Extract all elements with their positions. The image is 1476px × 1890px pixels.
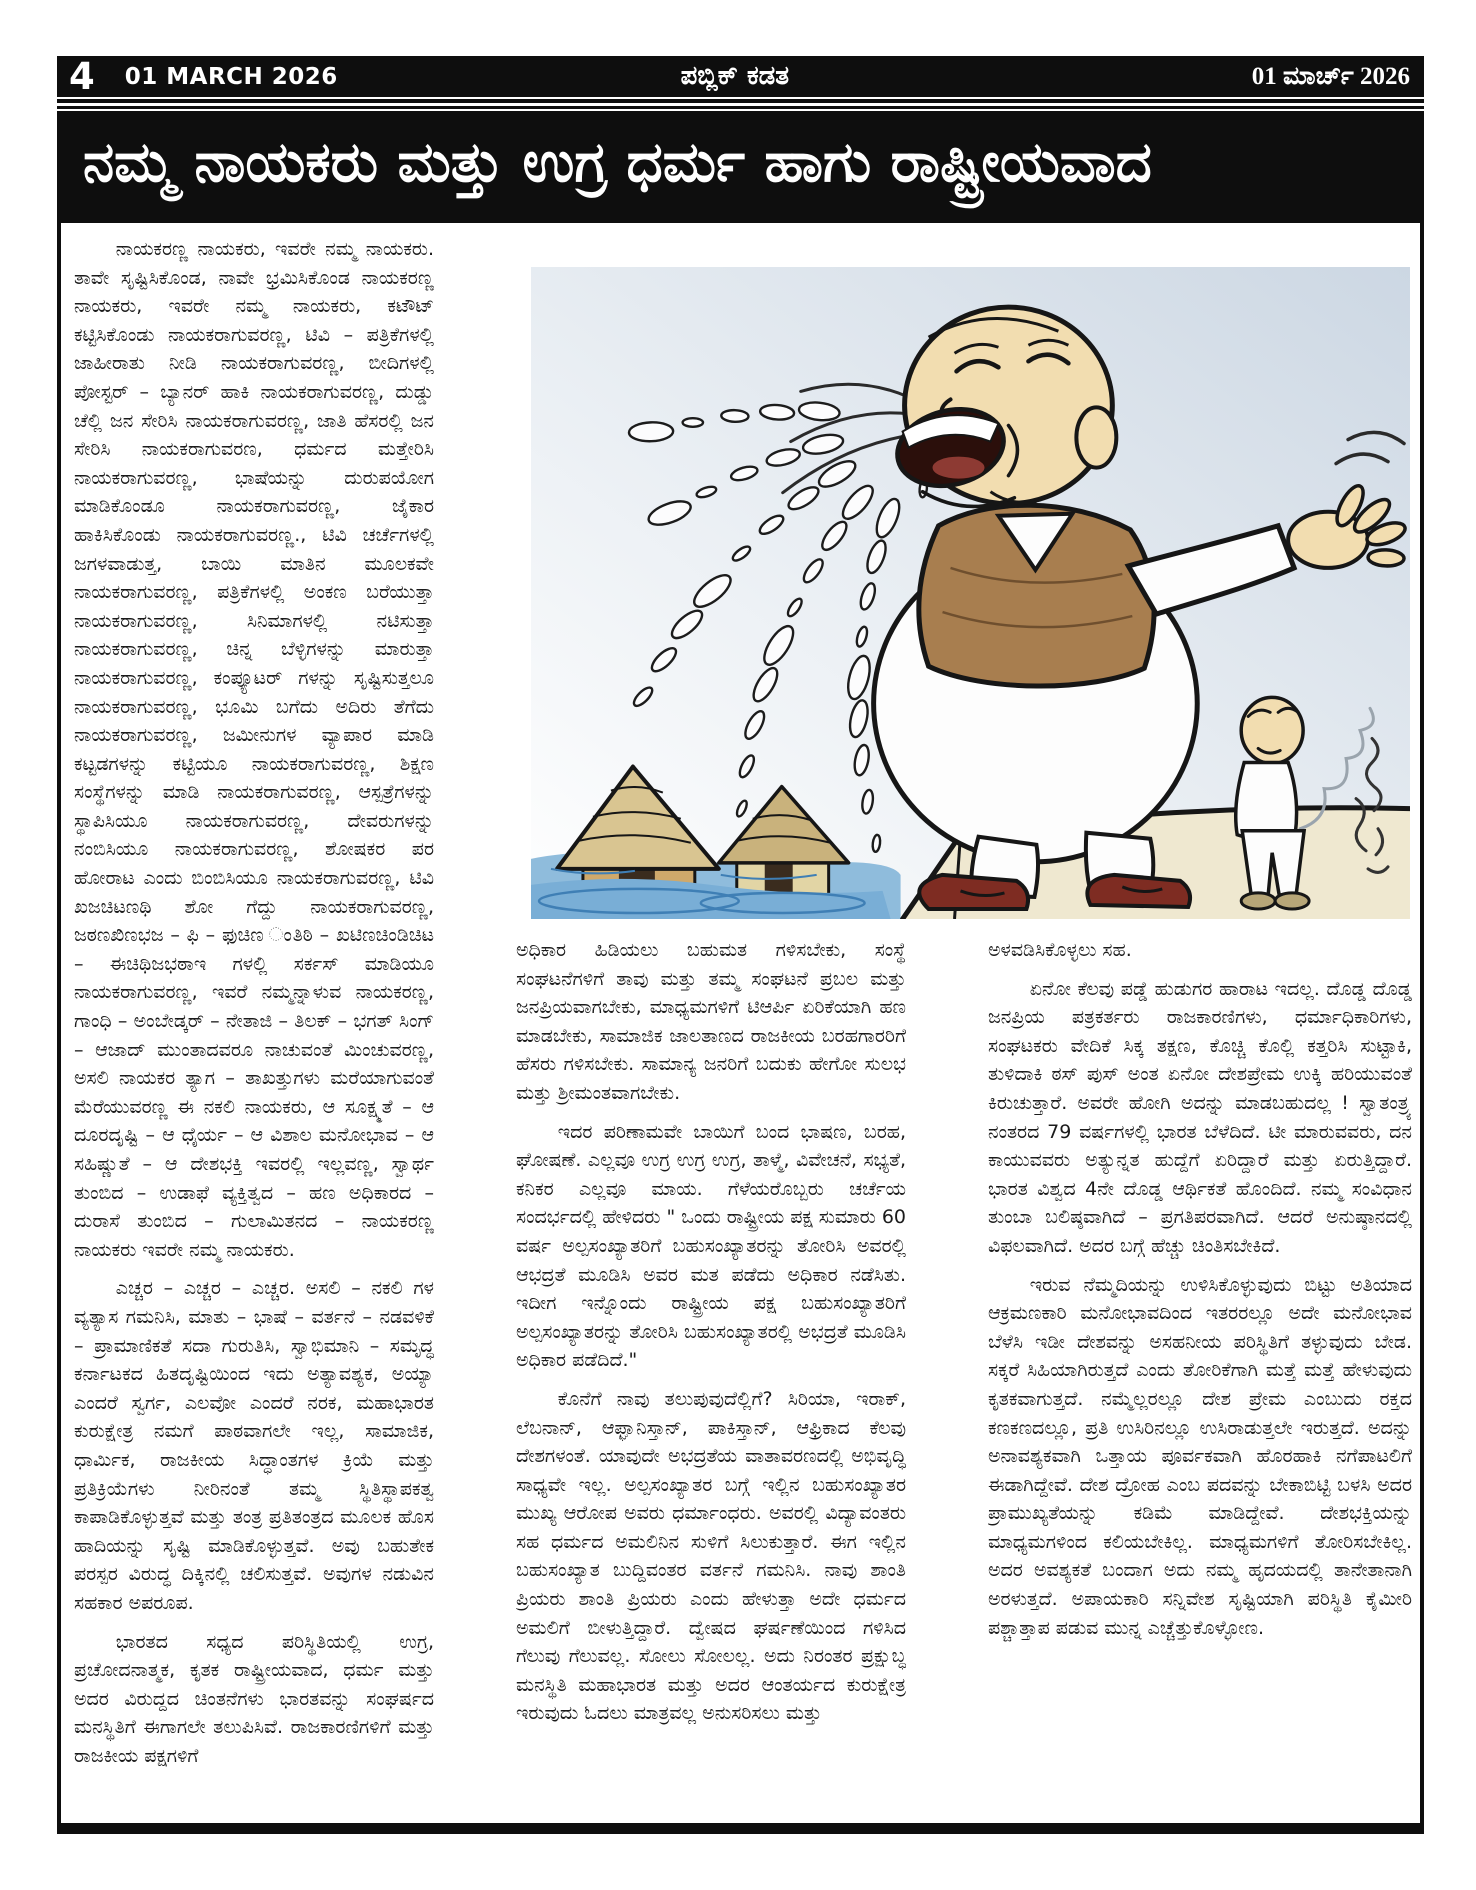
article-paragraph: ಅಳವಡಿಸಿಕೊಳ್ಳಲು ಸಹ. bbox=[988, 939, 1132, 961]
header-rule-bottom bbox=[57, 106, 1424, 109]
article-paragraph: ಅಧಿಕಾರ ಹಿಡಿಯಲು ಬಹುಮತ ಗಳಿಸಬೇಕು, ಸಂಸ್ಥೆ ಸಂಘಟನೆಗಳಿಗೆ ತಾವು ಮತ್ತು ತಮ್ಮ ಸಂಘಟನೆ ಪ್ರಬಲ ಮತ್ತು ಜನಪ್ರಿಯವಾಗಬೇಕು, ಮಾಧ್ಯಮಗಳಿಗೆ ಟಿಆರ್ಪಿ ಏರಿಕೆಯಾಗಿ ಹಣ ಮಾಡಬೇಕು, ಸಾಮಾಜಿಕ ಜಾಲತಾಣದ ರಾಜಕೀಯ ಬರಹಗಾರರಿಗೆ ಹೆಸರು ಗಳಿಸಬೇಕು. ಸಾಮಾನ್ಯ ಜನರಿಗೆ ಬದುಕು ಹೇಗೋ ಸುಲಭ ಮತ್ತು ಶ್ರೀಮಂತವಾಗಬೇಕು. bbox=[516, 939, 906, 1104]
cartoon-illustration bbox=[531, 267, 1410, 919]
spray-droplet bbox=[683, 418, 703, 427]
headline-banner bbox=[57, 111, 1424, 223]
article-frame-bottom-border bbox=[57, 1823, 1424, 1834]
page-number: 4 bbox=[69, 55, 95, 98]
header-date-right: 01 ಮಾರ್ಚ್ 2026 bbox=[1251, 62, 1410, 90]
article-paragraph: ಇದರ ಪರಿಣಾಮವೇ ಬಾಯಿಗೆ ಬಂದ ಭಾಷಣ, ಬರಹ, ಘೋಷಣೆ. ಎಲ್ಲವೂ ಉಗ್ರ ಉಗ್ರ ಉಗ್ರ, ತಾಳ್ಮೆ, ವಿವೇಚನೆ, ಸಭ್ಯತೆ, ಕನಿಕರ ಎಲ್ಲವೂ ಮಾಯ. ಗೆಳೆಯರೊಬ್ಬರು ಚರ್ಚೆಯ ಸಂದರ್ಭದಲ್ಲಿ ಹೇಳಿದರು " ಒಂದು ರಾಷ್ಟ್ರೀಯ ಪಕ್ಷ ಸುಮಾರು 60 ವರ್ಷ ಅಲ್ಪಸಂಖ್ಯಾತರಿಗೆ ಬಹುಸಂಖ್ಯಾತರನ್ನು ತೋರಿಸಿ ಅವರಲ್ಲಿ ಆಭದ್ರತೆ ಮೂಡಿಸಿ ಅವರ ಮತ ಪಡೆದು ಅಧಿಕಾರ ನಡೆಸಿತು. ಇದೀಗ ಇನ್ನೊಂದು ರಾಷ್ಟ್ರೀಯ ಪಕ್ಷ ಬಹುಸಂಖ್ಯಾತರಿಗೆ ಅಲ್ಪಸಂಖ್ಯಾತರನ್ನು ತೋರಿಸಿ ಬಹುಸಂಖ್ಯಾತರಲ್ಲಿ ಅಭದ್ರತೆ ಮೂಡಿಸಿ ಅಧಿಕಾರ ಪಡೆದಿದೆ." bbox=[516, 1120, 906, 1372]
article-column-3 bbox=[988, 936, 1412, 1816]
article-paragraph: ಎಚ್ಚರ – ಎಚ್ಚರ – ಎಚ್ಚರ. ಅಸಲಿ – ನಕಲಿ ಗಳ ವ್ಯತ್ಯಾಸ ಗಮನಿಸಿ, ಮಾತು – ಭಾಷೆ – ವರ್ತನೆ – ನಡವಳಿಕೆ – ಪ್ರಾಮಾಣಿಕತೆ ಸದಾ ಗುರುತಿಸಿ, ಸ್ವಾಭಿಮಾನಿ – ಸಮೃದ್ಧ ಕರ್ನಾಟಕದ ಹಿತದೃಷ್ಟಿಯಿಂದ ಇದು ಅತ್ಯಾವಶ್ಯಕ, ಅಯ್ಯಾ ಎಂದರೆ ಸ್ವರ್ಗ, ಎಲವೋ ಎಂದರೆ ನರಕ, ಮಹಾಭಾರತ ಕುರುಕ್ಷೇತ್ರ ನಮಗೆ ಪಾಠವಾಗಲೇ ಇಲ್ಲ, ಸಾಮಾಜಿಕ, ಧಾರ್ಮಿಕ, ರಾಜಕೀಯ ಸಿದ್ಧಾಂತಗಳ ಕ್ರಿಯೆ ಮತ್ತು ಪ್ರತಿಕ್ರಿಯೆಗಳು ನೀರಿನಂತೆ ತಮ್ಮ ಸ್ಥಿತಿಸ್ಥಾಪಕತ್ವ ಕಾಪಾಡಿಕೊಳ್ಳುತ್ತವೆ ಮತ್ತು ತಂತ್ರ ಪ್ರತಿತಂತ್ರದ ಮೂಲಕ ಹೊಸ ಹಾದಿಯನ್ನು ಸೃಷ್ಟಿ ಮಾಡಿಕೊಳ್ಳುತ್ತವೆ. ಅವು ಬಹುತೇಕ ಪರಸ್ಪರ ವಿರುದ್ಧ ದಿಕ್ಕಿನಲ್ಲಿ ಚಲಿಸುತ್ತವೆ. ಅವುಗಳ ನಡುವಿನ ಸಹಕಾರ ಅಪರೂಪ. bbox=[74, 1277, 434, 1614]
article-frame-left-border bbox=[57, 223, 61, 1823]
header-rule-top bbox=[57, 99, 1424, 103]
spray-droplet bbox=[629, 422, 674, 442]
article-paragraph: ಕೊನೆಗೆ ನಾವು ತಲುಪುವುದೆಲ್ಲಿಗೆ? ಸಿರಿಯಾ, ಇರಾಕ್, ಲೆಬನಾನ್, ಆಫ್ಘಾನಿಸ್ತಾನ್, ಪಾಕಿಸ್ತಾನ್, ಆಫ್ರಿಕಾದ ಕೆಲವು ದೇಶಗಳಂತೆ. ಯಾವುದೇ ಅಭದ್ರತೆಯ ವಾತಾವರಣದಲ್ಲಿ ಅಭಿವೃದ್ಧಿ ಸಾಧ್ಯವೇ ಇಲ್ಲ. ಅಲ್ಪಸಂಖ್ಯಾತರ ಬಗ್ಗೆ ಇಲ್ಲಿನ ಬಹುಸಂಖ್ಯಾತರ ಮುಖ್ಯ ಆರೋಪ ಅವರು ಧರ್ಮಾಂಧರು. ಅವರಲ್ಲಿ ವಿದ್ಯಾವಂತರು ಸಹ ಧರ್ಮದ ಅಮಲಿನಿನ ಸುಳಿಗೆ ಸಿಲುಕುತ್ತಾರೆ. ಈಗ ಇಲ್ಲಿನ ಬಹುಸಂಖ್ಯಾತ ಬುದ್ದಿವಂತರ ವರ್ತನೆ ಗಮನಿಸಿ. ನಾವು ಶಾಂತಿ ಪ್ರಿಯರು ಶಾಂತಿ ಪ್ರಿಯರು ಎಂದು ಹೇಳುತ್ತಾ ಅದೇ ಧರ್ಮದ ಅಮಲಿಗೆ ಬೀಳುತ್ತಿದ್ದಾರೆ. ದ್ವೇಷದ ಘರ್ಷಣೆಯಿಂದ ಗಳಿಸಿದ ಗೆಲುವು ಗೆಲುವಲ್ಲ. ಸೋಲು ಸೋಲಲ್ಲ. ಅದು ನಿರಂತರ ಪ್ರಕ್ಷುಬ್ಧ ಮನಸ್ಥಿತಿ ಮಹಾಭಾರತ ಮತ್ತು ಅದರ ಆಂತರ್ಯದ ಕುರುಕ್ಷೇತ್ರ ಇರುವುದು ಓದಲು ಮಾತ್ರವಲ್ಲ ಅನುಸರಿಸಲು ಮತ್ತು bbox=[516, 1387, 906, 1725]
article-column-1 bbox=[74, 235, 434, 1810]
editorial-cartoon bbox=[531, 267, 1410, 919]
article-column-2 bbox=[516, 936, 906, 1816]
headline-text: ನಮ್ಮ ನಾಯಕರು ಮತ್ತು ಉಗ್ರ ಧರ್ಮ ಹಾಗು ರಾಷ್ಟ್ರೀಯವಾದ bbox=[83, 130, 1152, 195]
header-date-left: 01 MARCH 2026 bbox=[124, 63, 338, 90]
header-left-group bbox=[69, 55, 338, 98]
article-paragraph: ನಾಯಕರಣ್ಣ ನಾಯಕರು, ಇವರೇ ನಮ್ಮ ನಾಯಕರು. ತಾವೇ ಸೃಷ್ಟಿಸಿಕೊಂಡ, ನಾವೇ ಭ್ರಮಿಸಿಕೊಂಡ ನಾಯಕರಣ್ಣ ನಾಯಕರು, ಇವರೇ ನಮ್ಮ ನಾಯಕರು, ಕಟೌಟ್ ಕಟ್ಟಿಸಿಕೊಂಡು ನಾಯಕರಾಗುವರಣ್ಣ, ಟಿವಿ – ಪತ್ರಿಕೆಗಳಲ್ಲಿ ಜಾಹೀರಾತು ನೀಡಿ ನಾಯಕರಾಗುವರಣ್ಣ, ಬೀದಿಗಳಲ್ಲಿ ಪೋಸ್ಟರ್ – ಬ್ಯಾನರ್ ಹಾಕಿ ನಾಯಕರಾಗುವರಣ್ಣ, ದುಡ್ಡು ಚೆಲ್ಲಿ ಜನ ಸೇರಿಸಿ ನಾಯಕರಾಗುವರಣ್ಣ, ಜಾತಿ ಹೆಸರಲ್ಲಿ ಜನ ಸೇರಿಸಿ ನಾಯಕರಾಗುವರಣ, ಧರ್ಮದ ಮತ್ತೇರಿಸಿ ನಾಯಕರಾಗುವರಣ್ಣ, ಭಾಷೆಯನ್ನು ದುರುಪಯೋಗ ಮಾಡಿಕೊಂಡೂ ನಾಯಕರಾಗುವರಣ್ಣ, ಜೈಕಾರ ಹಾಕಿಸಿಕೊಂಡು ನಾಯಕರಾಗುವರಣ್ಣ., ಟಿವಿ ಚರ್ಚೆಗಳಲ್ಲಿ ಜಗಳವಾಡುತ್ತ, ಬಾಯಿ ಮಾತಿನ ಮೂಲಕವೇ ನಾಯಕರಾಗುವರಣ್ಣ, ಪತ್ರಿಕೆಗಳಲ್ಲಿ ಅಂಕಣ ಬರೆಯುತ್ತಾ ನಾಯಕರಾಗುವರಣ್ಣ, ಸಿನಿಮಾಗಳಲ್ಲಿ ನಟಿಸುತ್ತಾ ನಾಯಕರಾಗುವರಣ್ಣ, ಚಿನ್ನ ಬೆಳ್ಳಿಗಳನ್ನು ಮಾರುತ್ತಾ ನಾಯಕರಾಗುವರಣ್ಣ, ಕಂಪ್ಯೂಟರ್ ಗಳನ್ನು ಸೃಷ್ಟಿಸುತ್ತಲೂ ನಾಯಕರಾಗುವರಣ್ಣ, ಭೂಮಿ ಬಗೆದು ಅದಿರು ತೆಗೆದು ನಾಯಕರಾಗುವರಣ್ಣ, ಜಮೀನುಗಳ ವ್ಯಾಪಾರ ಮಾಡಿ ಕಟ್ಟಡಗಳನ್ನು ಕಟ್ಟಿಯೂ ನಾಯಕರಾಗುವರಣ್ಣ, ಶಿಕ್ಷಣ ಸಂಸ್ಥೆಗಳನ್ನು ಮಾಡಿ ನಾಯಕರಾಗುವರಣ್ಣ, ಆಸ್ಪತ್ರೆಗಳನ್ನು ಸ್ಥಾಪಿಸಿಯೂ ನಾಯಕರಾಗುವರಣ್ಣ, ದೇವರುಗಳನ್ನು ನಂಬಿಸಿಯೂ ನಾಯಕರಾಗುವರಣ್ಣ, ಶೋಷಕರ ಪರ ಹೋರಾಟ ಎಂದು ಬಿಂಬಿಸಿಯೂ ನಾಯಕರಾಗುವರಣ್ಣ, ಟಿವಿ ಖಜಚಿಟಣಥಿ ಶೋ ಗೆದ್ದು ನಾಯಕರಾಗುವರಣ್ಣ, ಜಠಣಖಿಣಭಜ – ಫಿ – ಫುಚಿಣ ಂತಿಠಿ – ಖಟಿಣಚಿಂಡಿಚಿಟ – ಈಚಿಥಿಜಭಠಾಇ ಗಳಲ್ಲಿ ಸರ್ಕಸ್ ಮಾಡಿಯೂ ನಾಯಕರಾಗುವರಣ್ಣ, ಇವರೆ ನಮ್ಮನ್ನಾಳುವ ನಾಯಕರಣ್ಣ, ಗಾಂಧಿ – ಅಂಬೇಡ್ಕರ್ – ನೇತಾಜಿ – ತಿಲಕ್ – ಭಗತ್ ಸಿಂಗ್ – ಆಜಾದ್ ಮುಂತಾದವರೂ ನಾಚುವಂತೆ ಮಿಂಚುವರಣ್ಣ, ಅಸಲಿ ನಾಯಕರ ತ್ಯಾಗ – ತಾಖತ್ತುಗಳು ಮರೆಯಾಗುವಂತೆ ಮೆರೆಯುವರಣ್ಣ ಈ ನಕಲಿ ನಾಯಕರು, ಆ ಸೂಕ್ಷ್ಮತೆ – ಆ ದೂರದೃಷ್ಟಿ – ಆ ಧೈರ್ಯ – ಆ ವಿಶಾಲ ಮನೋಭಾವ – ಆ ಸಹಿಷ್ಣುತೆ – ಆ ದೇಶಭಕ್ತಿ ಇವರಲ್ಲಿ ಇಲ್ಲವಣ್ಣ, ಸ್ವಾರ್ಥ ತುಂಬಿದ – ಉಡಾಫೆ ವ್ಯಕ್ತಿತ್ವದ – ಹಣ ಅಧಿಕಾರದ – ದುರಾಸೆ ತುಂಬಿದ – ಗುಲಾಮಿತನದ – ನಾಯಕರಣ್ಣ ನಾಯಕರು ಇವರೇ ನಮ್ಮ ನಾಯಕರು. bbox=[74, 238, 434, 1261]
masthead-title: ಪಬ್ಲಿಕ್ ಕಡತ bbox=[680, 61, 790, 91]
article-frame-right-border bbox=[1420, 223, 1424, 1823]
article-paragraph: ಇರುವ ನೆಮ್ಮದಿಯನ್ನು ಉಳಿಸಿಕೊಳ್ಳುವುದು ಬಿಟ್ಟು ಅತಿಯಾದ ಆಕ್ರಮಣಕಾರಿ ಮನೋಭಾವದಿಂದ ಇತರರಲ್ಲೂ ಅದೇ ಮನೋಭಾವ ಬೆಳೆಸಿ ಇಡೀ ದೇಶವನ್ನು ಅಸಹನೀಯ ಪರಿಸ್ಥಿತಿಗೆ ತಳ್ಳುವುದು ಬೇಡ. ಸಕ್ಕರೆ ಸಿಹಿಯಾಗಿರುತ್ತದೆ ಎಂದು ತೋರಿಕೆಗಾಗಿ ಮತ್ತೆ ಮತ್ತೆ ಹೇಳುವುದು ಕೃತಕವಾಗುತ್ತದೆ. ನಮ್ಮೆಲ್ಲರಲ್ಲೂ ದೇಶ ಪ್ರೇಮ ಎಂಬುದು ರಕ್ತದ ಕಣಕಣದಲ್ಲೂ, ಪ್ರತಿ ಉಸಿರಿನಲ್ಲೂ ಉಸಿರಾಡುತ್ತಲೇ ಇರುತ್ತದೆ. ಅದನ್ನು ಅನಾವಶ್ಯಕವಾಗಿ ಒತ್ತಾಯ ಪೂರ್ವಕವಾಗಿ ಹೊರಹಾಕಿ ನಗೆಪಾಟಲಿಗೆ ಈಡಾಗಿದ್ದೇವೆ. ದೇಶ ದ್ರೋಹ ಎಂಬ ಪದವನ್ನು ಬೇಕಾಬಿಟ್ಟಿ ಬಳಸಿ ಅದರ ಪ್ರಾಮುಖ್ಯತೆಯನ್ನು ಕಡಿಮೆ ಮಾಡಿದ್ದೇವೆ. ದೇಶಭಕ್ತಿಯನ್ನು ಮಾಧ್ಯಮಗಳಿಂದ ಕಲಿಯಬೇಕಿಲ್ಲ. ಮಾಧ್ಯಮಗಳಿಗೆ ತೋರಿಸಬೇಕಿಲ್ಲ. ಅದರ ಅವಶ್ಯಕತೆ ಬಂದಾಗ ಅದು ನಮ್ಮ ಹೃದಯದಲ್ಲಿ ತಾನೇತಾನಾಗಿ ಅರಳುತ್ತದೆ. ಅಪಾಯಕಾರಿ ಸನ್ನಿವೇಶ ಸೃಷ್ಟಿಯಾಗಿ ಪರಿಸ್ಥಿತಿ ಕೈಮೀರಿ ಪಶ್ಚಾತ್ತಾಪ ಪಡುವ ಮುನ್ನ ಎಚ್ಚೆತ್ತುಕೊಳ್ಳೋಣ. bbox=[988, 1273, 1412, 1639]
article-paragraph: ಭಾರತದ ಸಧ್ಯದ ಪರಿಸ್ಥಿತಿಯಲ್ಲಿ ಉಗ್ರ, ಪ್ರಚೋದನಾತ್ಮಕ, ಕೃತಕ ರಾಷ್ಟ್ರೀಯವಾದ, ಧರ್ಮ ಮತ್ತು ಅದರ ವಿರುದ್ದದ ಚಿಂತನೆಗಳು ಭಾರತವನ್ನು ಸಂಘರ್ಷದ ಮನಸ್ಥಿತಿಗೆ ಈಗಾಗಲೇ ತಲುಪಿಸಿವೆ. ರಾಜಕಾರಣಿಗಳಿಗೆ ಮತ್ತು ರಾಜಕೀಯ ಪಕ್ಷಗಳಿಗೆ bbox=[74, 1630, 434, 1767]
header-bar bbox=[57, 56, 1424, 97]
article-paragraph: ಏನೋ ಕೆಲವು ಪಡ್ಡೆ ಹುಡುಗರ ಹಾರಾಟ ಇದಲ್ಲ. ದೊಡ್ಡ ದೊಡ್ಡ ಜನಪ್ರಿಯ ಪತ್ರಕರ್ತರು ರಾಜಕಾರಣಿಗಳು, ಧರ್ಮಾಧಿಕಾರಿಗಳು, ಸಂಘಟಕರು ವೇದಿಕೆ ಸಿಕ್ಕ ತಕ್ಷಣ, ಕೊಚ್ಚಿ ಕೊಲ್ಲಿ ಕತ್ತರಿಸಿ ಸುಟ್ಟಾಕಿ, ತುಳಿದಾಕಿ ಠಸ್ ಪುಸ್ ಅಂತ ಏನೋ ದೇಶಪ್ರೇಮ ಉಕ್ಕಿ ಹರಿಯುವಂತೆ ಕಿರುಚುತ್ತಾರೆ. ಅವರೇ ಹೋಗಿ ಅದನ್ನು ಮಾಡಬಹುದಲ್ಲ ! ಸ್ವಾತಂತ್ರ್ಯ ನಂತರದ 79 ವರ್ಷಗಳಲ್ಲಿ ಭಾರತ ಬೆಳೆದಿದೆ. ಟೀ ಮಾರುವವರು, ದನ ಕಾಯುವವರು ಅತ್ಯುನ್ನತ ಹುದ್ದೆಗೆ ಏರಿದ್ದಾರೆ ಮತ್ತು ಏರುತ್ತಿದ್ದಾರೆ. ಭಾರತ ವಿಶ್ವದ 4ನೇ ದೊಡ್ಡ ಆರ್ಥಿಕತೆ ಹೊಂದಿದೆ. ನಮ್ಮ ಸಂವಿಧಾನ ತುಂಬಾ ಬಲಿಷ್ಠವಾಗಿದೆ – ಪ್ರಗತಿಪರವಾಗಿದೆ. ಆದರೆ ಅನುಷ್ಠಾನದಲ್ಲಿ ವಿಫಲವಾಗಿದೆ. ಅದರ ಬಗ್ಗೆ ಹೆಚ್ಚು ಚಿಂತಿಸಬೇಕಿದೆ. bbox=[988, 977, 1412, 1257]
spray-droplet bbox=[721, 410, 749, 423]
